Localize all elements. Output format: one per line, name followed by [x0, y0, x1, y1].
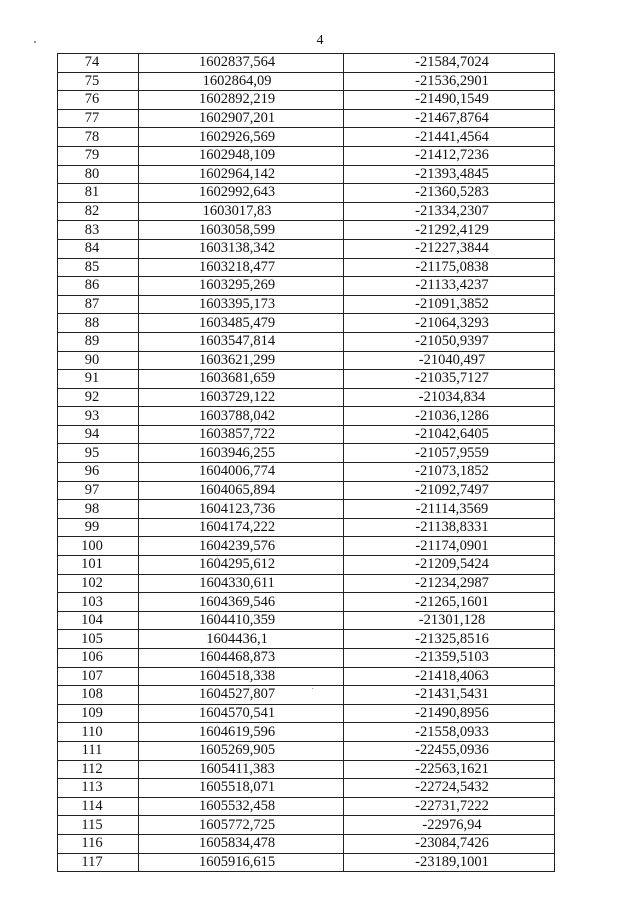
point-number-cell: 109	[58, 704, 139, 723]
y-coordinate-cell: -21036,1286	[344, 407, 555, 426]
y-coordinate-cell: -21467,8764	[344, 109, 555, 128]
x-coordinate-cell: 1605834,478	[139, 834, 344, 853]
x-coordinate-cell: 1603058,599	[139, 221, 344, 240]
point-number-cell: 93	[58, 407, 139, 426]
y-coordinate-cell: -21092,7497	[344, 481, 555, 500]
x-coordinate-cell: 1604619,596	[139, 723, 344, 742]
y-coordinate-cell: -21133,4237	[344, 277, 555, 296]
y-coordinate-cell: -21360,5283	[344, 184, 555, 203]
y-coordinate-cell: -21325,8516	[344, 630, 555, 649]
x-coordinate-cell: 1603485,479	[139, 314, 344, 333]
x-coordinate-cell: 1603218,477	[139, 258, 344, 277]
point-number-cell: 114	[58, 797, 139, 816]
x-coordinate-cell: 1604410,359	[139, 611, 344, 630]
x-coordinate-cell: 1604239,576	[139, 537, 344, 556]
point-number-cell: 100	[58, 537, 139, 556]
point-number-cell: 84	[58, 239, 139, 258]
point-number-cell: 96	[58, 463, 139, 482]
x-coordinate-cell: 1602948,109	[139, 146, 344, 165]
table-row	[58, 556, 555, 575]
table-row	[58, 481, 555, 500]
y-coordinate-cell: -21536,2901	[344, 72, 555, 91]
table-row	[58, 463, 555, 482]
x-coordinate-cell: 1603857,722	[139, 425, 344, 444]
point-number-cell: 108	[58, 686, 139, 705]
table-row	[58, 239, 555, 258]
table-row	[58, 723, 555, 742]
x-coordinate-cell: 1604295,612	[139, 556, 344, 575]
point-number-cell: 92	[58, 388, 139, 407]
x-coordinate-cell: 1604518,338	[139, 667, 344, 686]
point-number-cell: 98	[58, 500, 139, 519]
point-number-cell: 106	[58, 649, 139, 668]
y-coordinate-cell: -21057,9559	[344, 444, 555, 463]
y-coordinate-cell: -22731,7222	[344, 797, 555, 816]
y-coordinate-cell: -21431,5431	[344, 686, 555, 705]
table-row	[58, 54, 555, 73]
point-number-cell: 86	[58, 277, 139, 296]
table-row	[58, 72, 555, 91]
coordinates-table	[57, 53, 555, 872]
coordinates-table-body	[58, 54, 555, 872]
point-number-cell: 104	[58, 611, 139, 630]
y-coordinate-cell: -21265,1601	[344, 593, 555, 612]
x-coordinate-cell: 1605532,458	[139, 797, 344, 816]
table-row	[58, 797, 555, 816]
table-row	[58, 853, 555, 872]
table-row	[58, 537, 555, 556]
point-number-cell: 87	[58, 295, 139, 314]
table-row	[58, 779, 555, 798]
table-row	[58, 277, 555, 296]
point-number-cell: 81	[58, 184, 139, 203]
x-coordinate-cell: 1605411,383	[139, 760, 344, 779]
x-coordinate-cell: 1604436,1	[139, 630, 344, 649]
point-number-cell: 99	[58, 518, 139, 537]
table-row	[58, 165, 555, 184]
point-number-cell: 116	[58, 834, 139, 853]
x-coordinate-cell: 1603017,83	[139, 202, 344, 221]
table-row	[58, 611, 555, 630]
point-number-cell: 90	[58, 351, 139, 370]
x-coordinate-cell: 1602907,201	[139, 109, 344, 128]
x-coordinate-cell: 1603788,042	[139, 407, 344, 426]
x-coordinate-cell: 1603395,173	[139, 295, 344, 314]
point-number-cell: 83	[58, 221, 139, 240]
y-coordinate-cell: -22976,94	[344, 816, 555, 835]
y-coordinate-cell: -21034,834	[344, 388, 555, 407]
point-number-cell: 107	[58, 667, 139, 686]
point-number-cell: 95	[58, 444, 139, 463]
point-number-cell: 89	[58, 332, 139, 351]
x-coordinate-cell: 1602864,09	[139, 72, 344, 91]
point-number-cell: 76	[58, 91, 139, 110]
x-coordinate-cell: 1602964,142	[139, 165, 344, 184]
y-coordinate-cell: -21035,7127	[344, 370, 555, 389]
point-number-cell: 117	[58, 853, 139, 872]
point-number-cell: 91	[58, 370, 139, 389]
table-row	[58, 295, 555, 314]
x-coordinate-cell: 1603621,299	[139, 351, 344, 370]
point-number-cell: 85	[58, 258, 139, 277]
y-coordinate-cell: -21174,0901	[344, 537, 555, 556]
table-row	[58, 146, 555, 165]
point-number-cell: 103	[58, 593, 139, 612]
x-coordinate-cell: 1603295,269	[139, 277, 344, 296]
x-coordinate-cell: 1604330,611	[139, 574, 344, 593]
point-number-cell: 94	[58, 425, 139, 444]
point-number-cell: 78	[58, 128, 139, 147]
x-coordinate-cell: 1602892,219	[139, 91, 344, 110]
table-row	[58, 202, 555, 221]
table-row	[58, 332, 555, 351]
table-row	[58, 760, 555, 779]
x-coordinate-cell: 1604468,873	[139, 649, 344, 668]
y-coordinate-cell: -21227,3844	[344, 239, 555, 258]
table-row	[58, 351, 555, 370]
x-coordinate-cell: 1603138,342	[139, 239, 344, 258]
y-coordinate-cell: -21234,2987	[344, 574, 555, 593]
y-coordinate-cell: -21073,1852	[344, 463, 555, 482]
x-coordinate-cell: 1602992,643	[139, 184, 344, 203]
table-row	[58, 574, 555, 593]
y-coordinate-cell: -21393,4845	[344, 165, 555, 184]
point-number-cell: 102	[58, 574, 139, 593]
table-row	[58, 425, 555, 444]
table-row	[58, 444, 555, 463]
x-coordinate-cell: 1603729,122	[139, 388, 344, 407]
x-coordinate-cell: 1605772,725	[139, 816, 344, 835]
point-number-cell: 79	[58, 146, 139, 165]
table-row	[58, 741, 555, 760]
table-row	[58, 518, 555, 537]
table-row	[58, 314, 555, 333]
y-coordinate-cell: -21091,3852	[344, 295, 555, 314]
table-row	[58, 667, 555, 686]
table-row	[58, 407, 555, 426]
y-coordinate-cell: -21040,497	[344, 351, 555, 370]
point-number-cell: 97	[58, 481, 139, 500]
x-coordinate-cell: 1604369,546	[139, 593, 344, 612]
table-row	[58, 221, 555, 240]
table-row	[58, 388, 555, 407]
x-coordinate-cell: 1602926,569	[139, 128, 344, 147]
table-row	[58, 258, 555, 277]
table-row	[58, 686, 555, 705]
x-coordinate-cell: 1604570,541	[139, 704, 344, 723]
y-coordinate-cell: -21175,0838	[344, 258, 555, 277]
y-coordinate-cell: -21292,4129	[344, 221, 555, 240]
y-coordinate-cell: -21490,1549	[344, 91, 555, 110]
y-coordinate-cell: -21558,0933	[344, 723, 555, 742]
x-coordinate-cell: 1604527,807	[139, 686, 344, 705]
table-row	[58, 593, 555, 612]
x-coordinate-cell: 1603946,255	[139, 444, 344, 463]
x-coordinate-cell: 1603681,659	[139, 370, 344, 389]
x-coordinate-cell: 1603547,814	[139, 332, 344, 351]
point-number-cell: 112	[58, 760, 139, 779]
y-coordinate-cell: -22455,0936	[344, 741, 555, 760]
point-number-cell: 111	[58, 741, 139, 760]
point-number-cell: 77	[58, 109, 139, 128]
page-number: 4	[316, 33, 324, 48]
table-row	[58, 128, 555, 147]
y-coordinate-cell: -21359,5103	[344, 649, 555, 668]
point-number-cell: 105	[58, 630, 139, 649]
point-number-cell: 101	[58, 556, 139, 575]
table-row	[58, 630, 555, 649]
y-coordinate-cell: -22724,5432	[344, 779, 555, 798]
point-number-cell: 80	[58, 165, 139, 184]
x-coordinate-cell: 1605916,615	[139, 853, 344, 872]
scan-speck	[34, 41, 36, 43]
point-number-cell: 88	[58, 314, 139, 333]
y-coordinate-cell: -23189,1001	[344, 853, 555, 872]
y-coordinate-cell: -21584,7024	[344, 54, 555, 73]
point-number-cell: 113	[58, 779, 139, 798]
x-coordinate-cell: 1605269,905	[139, 741, 344, 760]
x-coordinate-cell: 1604006,774	[139, 463, 344, 482]
y-coordinate-cell: -21418,4063	[344, 667, 555, 686]
table-row	[58, 704, 555, 723]
point-number-cell: 74	[58, 54, 139, 73]
y-coordinate-cell: -21334,2307	[344, 202, 555, 221]
y-coordinate-cell: -21412,7236	[344, 146, 555, 165]
table-row	[58, 109, 555, 128]
y-coordinate-cell: -21138,8331	[344, 518, 555, 537]
x-coordinate-cell: 1604123,736	[139, 500, 344, 519]
y-coordinate-cell: -21209,5424	[344, 556, 555, 575]
x-coordinate-cell: 1604174,222	[139, 518, 344, 537]
y-coordinate-cell: -21490,8956	[344, 704, 555, 723]
point-number-cell: 115	[58, 816, 139, 835]
point-number-cell: 110	[58, 723, 139, 742]
y-coordinate-cell: -21114,3569	[344, 500, 555, 519]
table-row	[58, 370, 555, 389]
y-coordinate-cell: -21441,4564	[344, 128, 555, 147]
y-coordinate-cell: -23084,7426	[344, 834, 555, 853]
table-row	[58, 834, 555, 853]
table-row	[58, 649, 555, 668]
x-coordinate-cell: 1604065,894	[139, 481, 344, 500]
x-coordinate-cell: 1605518,071	[139, 779, 344, 798]
point-number-cell: 82	[58, 202, 139, 221]
y-coordinate-cell: -21301,128	[344, 611, 555, 630]
table-row	[58, 500, 555, 519]
table-row	[58, 91, 555, 110]
x-coordinate-cell: 1602837,564	[139, 54, 344, 73]
point-number-cell: 75	[58, 72, 139, 91]
y-coordinate-cell: -22563,1621	[344, 760, 555, 779]
table-row	[58, 184, 555, 203]
y-coordinate-cell: -21042,6405	[344, 425, 555, 444]
y-coordinate-cell: -21050,9397	[344, 332, 555, 351]
y-coordinate-cell: -21064,3293	[344, 314, 555, 333]
table-row	[58, 816, 555, 835]
